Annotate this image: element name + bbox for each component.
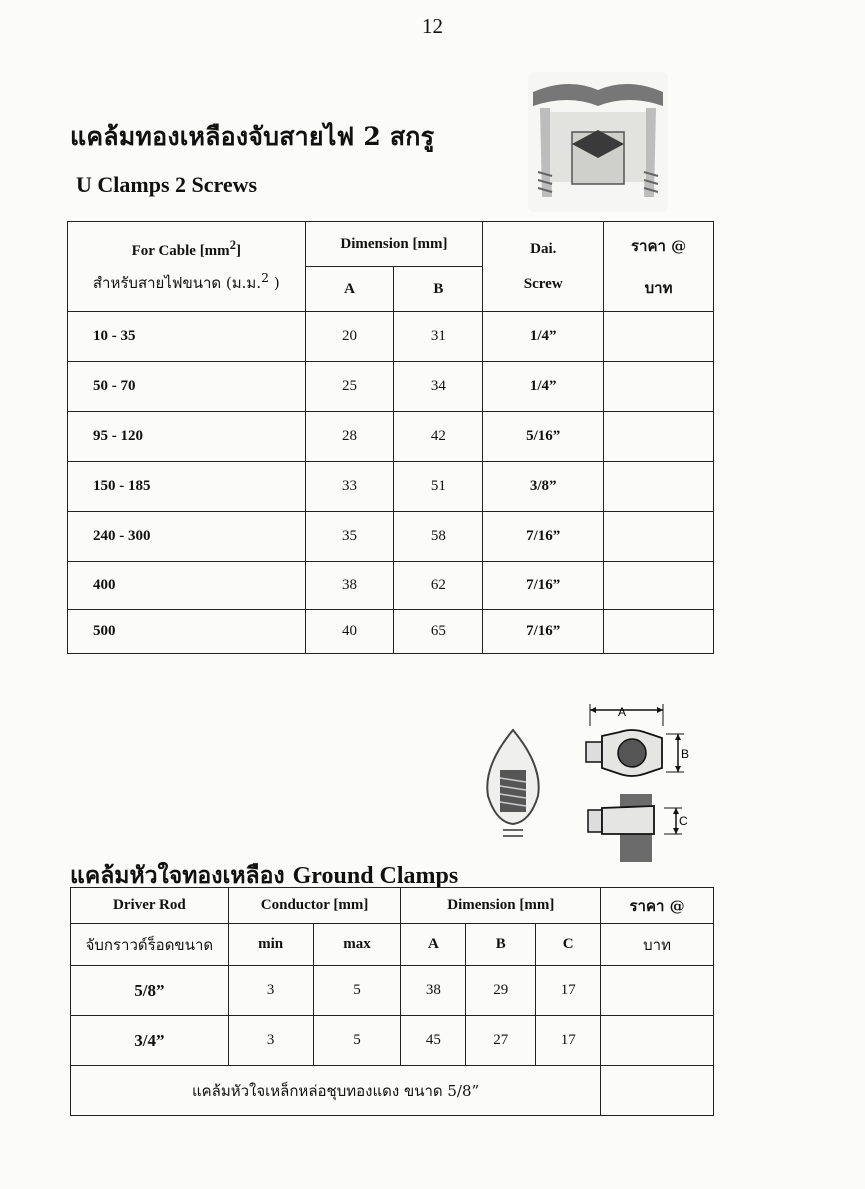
table-row	[71, 1066, 714, 1116]
ground-clamps-table	[70, 887, 714, 1116]
header-price-bottom: บาท	[644, 278, 673, 297]
cell-max: 5	[313, 966, 401, 1016]
cell-b: 51	[394, 462, 483, 512]
header-conductor: Conductor [mm]	[228, 888, 401, 924]
header-price	[604, 222, 714, 312]
cell-a: 38	[401, 966, 466, 1016]
header-rod-thai: จับกราวด์ร็อดขนาด	[71, 924, 229, 966]
diagram-label-b: B	[681, 747, 690, 761]
table-row	[68, 412, 714, 462]
header-price-bottom: บาท	[601, 924, 714, 966]
table-row	[68, 512, 714, 562]
cell-min: 3	[228, 1016, 313, 1066]
cell-rod: 5/8”	[71, 966, 229, 1016]
page-number: 12	[422, 14, 443, 38]
cell-screw: 1/4”	[483, 312, 604, 362]
cell-price	[604, 462, 714, 512]
header-cable	[68, 222, 306, 312]
cell-b: 42	[394, 412, 483, 462]
cell-a: 38	[305, 562, 394, 610]
cell-price	[601, 966, 714, 1016]
header-price-top: ราคา @	[630, 236, 687, 255]
table-row	[68, 312, 714, 362]
header-dimension: Dimension [mm]	[305, 222, 483, 267]
diagram-label-c: C	[679, 814, 688, 828]
cell-screw: 7/16”	[483, 610, 604, 654]
footer-note: แคล้มหัวใจเหล็กหล่อชุบทองแดง ขนาด 5/8”	[71, 1066, 601, 1116]
table-row	[68, 610, 714, 654]
cell-price	[604, 312, 714, 362]
cell-a: 33	[305, 462, 394, 512]
ground-clamp-photo	[478, 726, 548, 842]
header-a: A	[401, 924, 466, 966]
cell-cable: 95 - 120	[68, 412, 306, 462]
cell-cable: 150 - 185	[68, 462, 306, 512]
cell-a: 20	[305, 312, 394, 362]
cell-a: 40	[305, 610, 394, 654]
cell-b: 34	[394, 362, 483, 412]
section1-title-thai: แคล้มทองเหลืองจับสายไฟ 2 สกรู	[70, 122, 435, 151]
table-row	[68, 562, 714, 610]
cell-b: 29	[466, 966, 536, 1016]
header-b: B	[466, 924, 536, 966]
cell-a: 28	[305, 412, 394, 462]
cell-b: 65	[394, 610, 483, 654]
header-rod-en: Driver Rod	[71, 888, 229, 924]
header-cable-thai-sup: 2	[261, 270, 270, 285]
cell-price	[604, 362, 714, 412]
cell-cable: 50 - 70	[68, 362, 306, 412]
cell-screw: 7/16”	[483, 562, 604, 610]
header-cable-thai: สำหรับสายไฟขนาด (ม.ม.	[92, 274, 262, 292]
header-cable-end: ]	[235, 243, 241, 259]
cell-cable: 10 - 35	[68, 312, 306, 362]
header-price-top: ราคา @	[601, 888, 714, 924]
header-max: max	[313, 924, 401, 966]
header-a: A	[305, 267, 394, 312]
diagram-label-a: A	[617, 705, 627, 719]
u-clamp-photo	[528, 72, 668, 212]
header-cable-thai-end: )	[269, 274, 280, 292]
cell-c: 17	[536, 1016, 601, 1066]
cell-a: 25	[305, 362, 394, 412]
cell-a: 45	[401, 1016, 466, 1066]
cell-screw: 3/8”	[483, 462, 604, 512]
header-cable-sup: 2	[229, 238, 236, 252]
header-screw-top: Dai.	[530, 240, 557, 257]
cell-price	[604, 412, 714, 462]
section2-title-en: Ground Clamps	[292, 863, 459, 889]
cell-price	[604, 512, 714, 562]
cell-b: 27	[466, 1016, 536, 1066]
cell-a: 35	[305, 512, 394, 562]
cell-b: 62	[394, 562, 483, 610]
cell-rod: 3/4”	[71, 1016, 229, 1066]
cell-cable: 400	[68, 562, 306, 610]
cell-b: 58	[394, 512, 483, 562]
header-c: C	[536, 924, 601, 966]
header-dimension: Dimension [mm]	[401, 888, 601, 924]
cell-price	[601, 1016, 714, 1066]
section1-title-en: U Clamps 2 Screws	[76, 172, 258, 197]
cell-cable: 240 - 300	[68, 512, 306, 562]
cell-price	[601, 1066, 714, 1116]
cell-price	[604, 562, 714, 610]
table-row	[71, 966, 714, 1016]
cell-c: 17	[536, 966, 601, 1016]
cell-price	[604, 610, 714, 654]
cell-max: 5	[313, 1016, 401, 1066]
cell-screw: 5/16”	[483, 412, 604, 462]
header-cable-en: For Cable [mm	[131, 243, 230, 259]
table-row	[68, 362, 714, 412]
cell-screw: 7/16”	[483, 512, 604, 562]
header-min: min	[228, 924, 313, 966]
cell-cable: 500	[68, 610, 306, 654]
header-screw-bottom: Screw	[523, 275, 563, 292]
cell-b: 31	[394, 312, 483, 362]
table-row	[71, 1016, 714, 1066]
header-screw	[483, 222, 604, 312]
ground-clamp-diagram	[580, 702, 690, 862]
cell-min: 3	[228, 966, 313, 1016]
cell-screw: 1/4”	[483, 362, 604, 412]
table-row	[68, 462, 714, 512]
section2-title-thai: แคล้มหัวใจทองเหลือง	[70, 862, 285, 889]
u-clamps-table	[67, 221, 714, 654]
header-b: B	[394, 267, 483, 312]
